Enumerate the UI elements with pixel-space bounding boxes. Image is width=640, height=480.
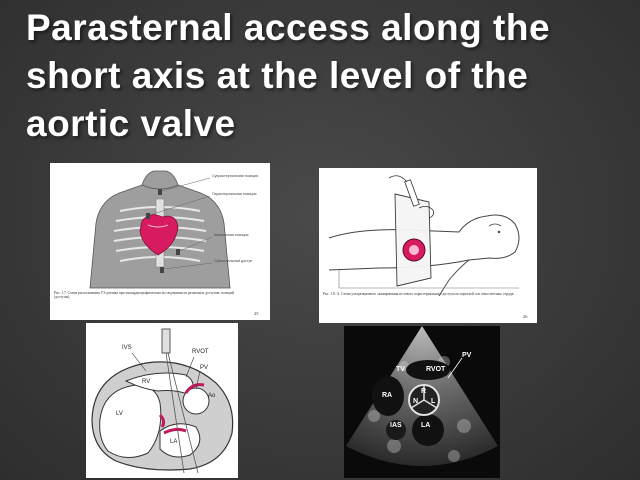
- echo-image-panel: [344, 326, 500, 478]
- label-pv: PV: [200, 365, 209, 371]
- scan-plane-drawing: [319, 168, 537, 323]
- label-n: N: [413, 398, 419, 405]
- label-ivs: IVS: [122, 345, 132, 351]
- probe-label-subcostal: Субкостальный доступ: [214, 259, 253, 263]
- short-axis-schematic-panel: [86, 323, 238, 478]
- label-ao: Ao: [208, 393, 216, 399]
- torso-diagram-panel: [50, 163, 270, 320]
- echo-ultrasound-image: [344, 326, 500, 478]
- slide-title: Parasternal access along the short axis at the level of the aortic valve: [26, 7, 551, 144]
- label-rvot: RVOT: [426, 366, 446, 373]
- label-la: LA: [170, 439, 178, 445]
- label-ias: IAS: [390, 422, 402, 429]
- probe-label-parasternal: Парастернальная позиция: [212, 192, 257, 196]
- page-number: 25: [254, 311, 259, 316]
- label-rvot: RVOT: [192, 349, 209, 355]
- figure-caption: Рис. 1.8. А. Схема ультразвукового сканирования из левого парастернального доступа по короткой оси относительно сердца.: [323, 292, 515, 296]
- probe-label-suprasternal: Супрастернальная позиция: [212, 174, 259, 178]
- label-r: R: [421, 388, 427, 395]
- label-lv: LV: [116, 411, 123, 417]
- label-l: L: [431, 398, 436, 405]
- label-tv: TV: [396, 366, 405, 373]
- figure-caption: Рис. 1.7. Схема расположения УЗ-датчика при эхокардиографическом исследовании из различных доступов: позиций (доступы).: [54, 291, 234, 300]
- label-la: LA: [421, 422, 431, 429]
- label-rv: RV: [142, 379, 151, 385]
- label-ra: RA: [382, 392, 393, 399]
- page-number: 26: [523, 314, 528, 319]
- probe-label-apical: Апикальная позиция: [214, 233, 249, 237]
- short-axis-schematic: [86, 323, 238, 478]
- scan-plane-panel: [319, 168, 537, 323]
- label-pv: PV: [462, 352, 472, 359]
